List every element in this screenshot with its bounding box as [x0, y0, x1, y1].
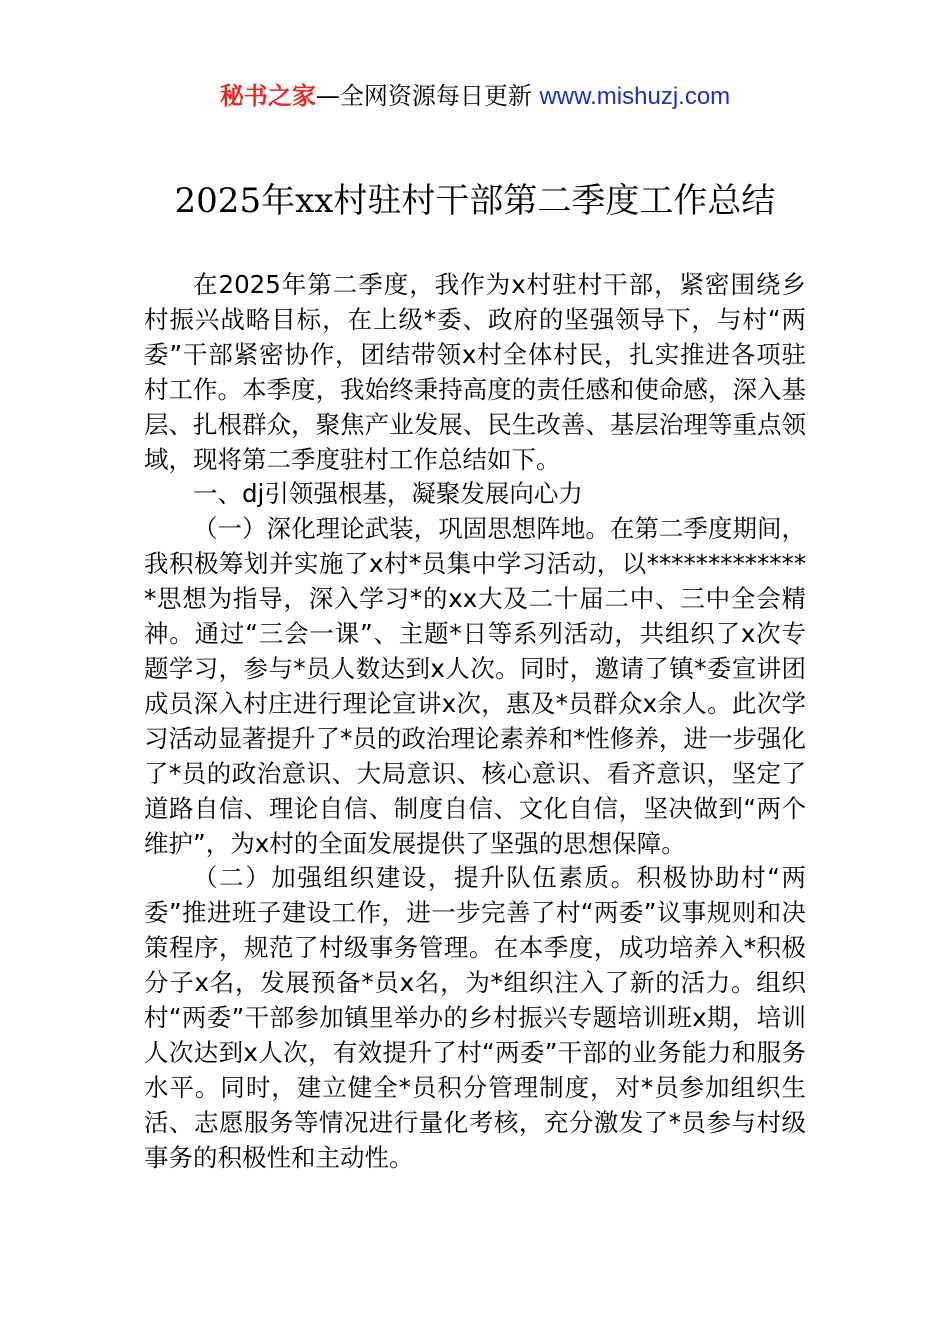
body-paragraph: （二）加强组织建设，提升队伍素质。积极协助村“两委”推进班子建设工作，进一步完善了村“两委”议事规则和决策程序，规范了村级事务管理。在本季度，成功培养入*积极分子x名，发展预备*员x名，为*组织注入了新的活力。组织村“两委”干部参加镇里举办的乡村振兴专题培训班x期，培训人次达到x人次，有效提升了村“两委”干部的业务能力和服务水平。同时，建立健全*员积分管理制度，对*员参加组织生活、志愿服务等情况进行量化考核，充分激发了*员参与村级事务的积极性和主动性。	[144, 863, 806, 1172]
site-url[interactable]: www.mishuzj.com	[539, 83, 731, 110]
site-header	[0, 80, 950, 113]
document-title: 2025年xx村驻村干部第二季度工作总结	[174, 181, 776, 221]
document-body	[144, 268, 806, 1176]
site-brand: 秘书之家	[219, 82, 316, 110]
body-paragraph: （一）深化理论武装，巩固思想阵地。在第二季度期间，我积极筹划并实施了x村*员集中学习活动，以**************思想为指导，深入学习*的xx大及二十届二中、三中全会精神。通过“三会一课”、主题*日等系列活动，共组织了x次专题学习，参与*员人数达到x人次。同时，邀请了镇*委宣讲团成员深入村庄进行理论宣讲x次，惠及*员群众x余人。此次学习活动显著提升了*员的政治理论素养和*性修养，进一步强化了*员的政治意识、大局意识、核心意识、看齐意识，坚定了道路自信、理论自信、制度自信、文化自信，坚决做到“两个维护”，为x村的全面发展提供了坚强的思想保障。	[144, 514, 806, 858]
intro-paragraph: 在2025年第二季度，我作为x村驻村干部，紧密围绕乡村振兴战略目标，在上级*委、政府的坚强领导下，与村“两委”干部紧密协作，团结带领x村全体村民，扎实推进各项驻村工作。本季度，我始终秉持高度的责任感和使命感，深入基层、扎根群众，聚焦产业发展、民生改善、基层治理等重点领域，现将第二季度驻村工作总结如下。	[144, 270, 806, 474]
section-heading: 一、dj引领强根基，凝聚发展向心力	[193, 479, 583, 509]
site-tagline: —全网资源每日更新	[315, 82, 540, 110]
